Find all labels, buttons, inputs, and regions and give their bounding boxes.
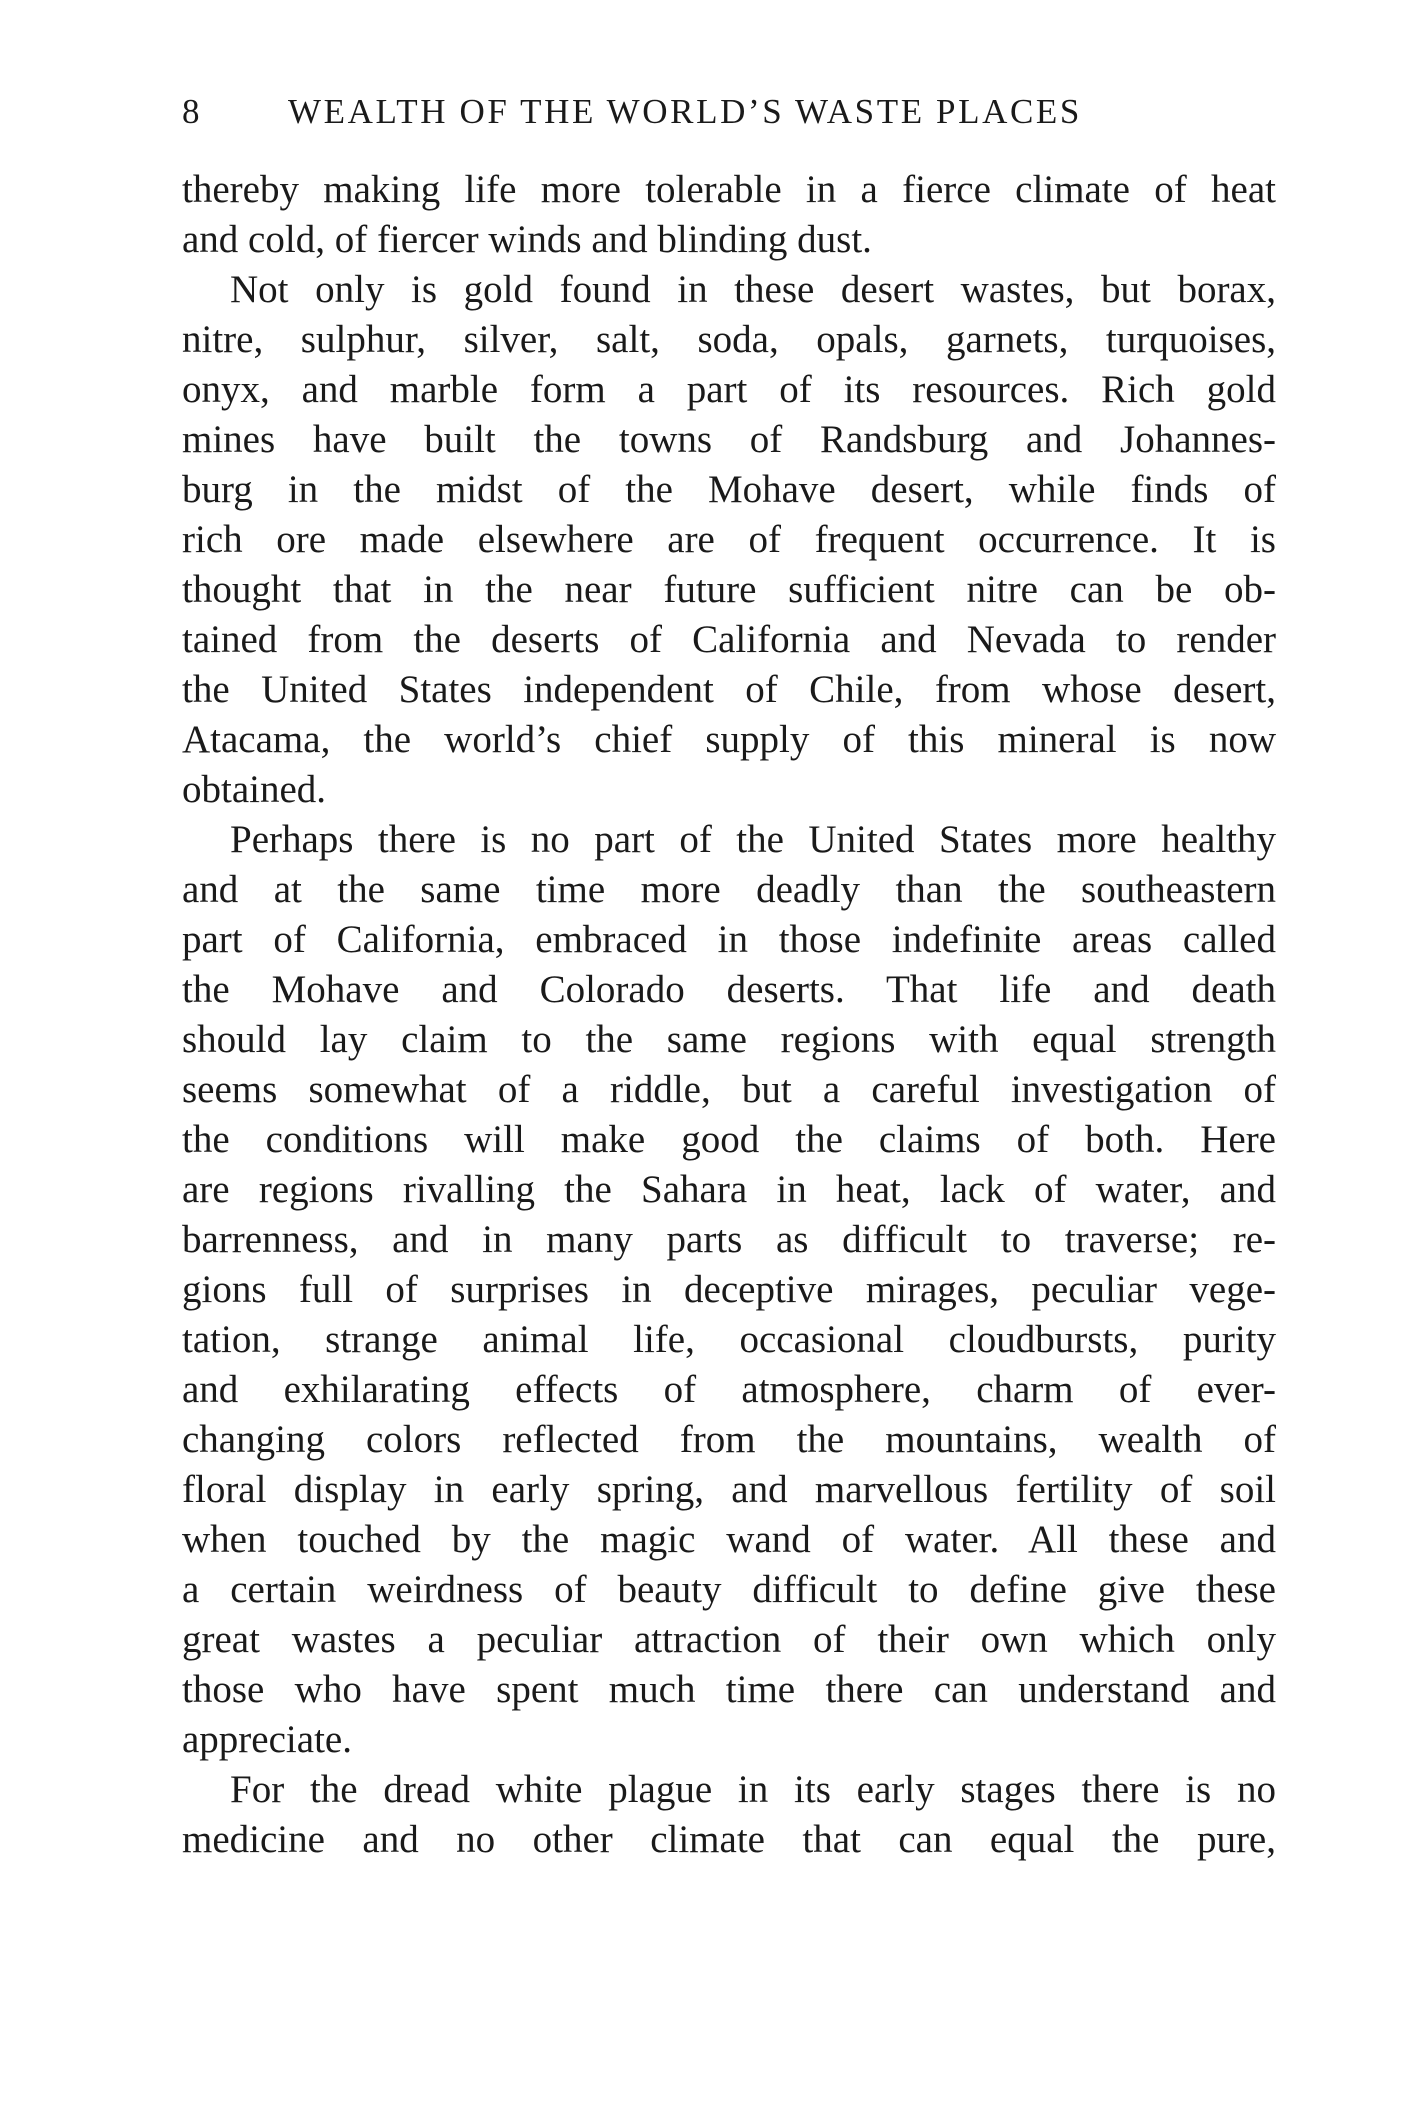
text-line: floral display in early spring, and marvellous fertility of soil — [182, 1468, 1276, 1511]
text-line: a certain weirdness of beauty difficult to define give these — [182, 1568, 1276, 1611]
text-line: and exhilarating effects of atmosphere, charm of ever- — [182, 1368, 1276, 1411]
text-line: the conditions will make good the claims of both. Here — [182, 1118, 1276, 1161]
text-line: rich ore made elsewhere are of frequent occurrence. It is — [182, 518, 1276, 561]
text-line: mines have built the towns of Randsburg and Johannes- — [182, 418, 1276, 461]
page-number: 8 — [182, 92, 200, 131]
text-line: thought that in the near future sufficient nitre can be ob- — [182, 568, 1276, 611]
text-line: Not only is gold found in these desert wastes, but borax, — [230, 268, 1276, 311]
text-line: For the dread white plague in its early stages there is no — [230, 1768, 1276, 1811]
text-line: onyx, and marble form a part of its resources. Rich gold — [182, 368, 1276, 411]
text-line: changing colors reflected from the mountains, wealth of — [182, 1418, 1276, 1461]
text-line: should lay claim to the same regions with equal strength — [182, 1018, 1276, 1061]
text-line: the Mohave and Colorado deserts. That life and death — [182, 968, 1276, 1011]
text-line: gions full of surprises in deceptive mirages, peculiar vege- — [182, 1268, 1276, 1311]
text-line: those who have spent much time there can understand and — [182, 1668, 1276, 1711]
text-line: seems somewhat of a riddle, but a careful investigation of — [182, 1068, 1276, 1111]
text-line: and at the same time more deadly than the southeastern — [182, 868, 1276, 911]
text-line: burg in the midst of the Mohave desert, while finds of — [182, 468, 1276, 511]
text-line: thereby making life more tolerable in a fierce climate of heat — [182, 168, 1276, 211]
text-line: great wastes a peculiar attraction of their own which only — [182, 1618, 1276, 1661]
text-line: medicine and no other climate that can equal the pure, — [182, 1818, 1276, 1861]
body-text — [182, 165, 1276, 1865]
running-title: WEALTH OF THE WORLD’S WASTE PLACES — [288, 92, 1082, 131]
text-line: Atacama, the world’s chief supply of this mineral is now — [182, 718, 1276, 761]
text-line: appreciate. — [182, 1718, 352, 1761]
text-line: obtained. — [182, 768, 327, 811]
text-line: when touched by the magic wand of water. All these and — [182, 1518, 1276, 1561]
text-line: tation, strange animal life, occasional cloudbursts, purity — [182, 1318, 1276, 1361]
text-line: and cold, of fiercer winds and blinding dust. — [182, 218, 872, 261]
text-line: the United States independent of Chile, from whose desert, — [182, 668, 1276, 711]
text-line: nitre, sulphur, silver, salt, soda, opals, garnets, turquoises, — [182, 318, 1276, 361]
text-line: are regions rivalling the Sahara in heat, lack of water, and — [182, 1168, 1276, 1211]
text-line: Perhaps there is no part of the United States more healthy — [230, 818, 1276, 861]
text-line: part of California, embraced in those indefinite areas called — [182, 918, 1276, 961]
text-line: tained from the deserts of California and Nevada to render — [182, 618, 1276, 661]
running-header — [182, 92, 1282, 138]
text-line: barrenness, and in many parts as difficult to traverse; re- — [182, 1218, 1276, 1261]
